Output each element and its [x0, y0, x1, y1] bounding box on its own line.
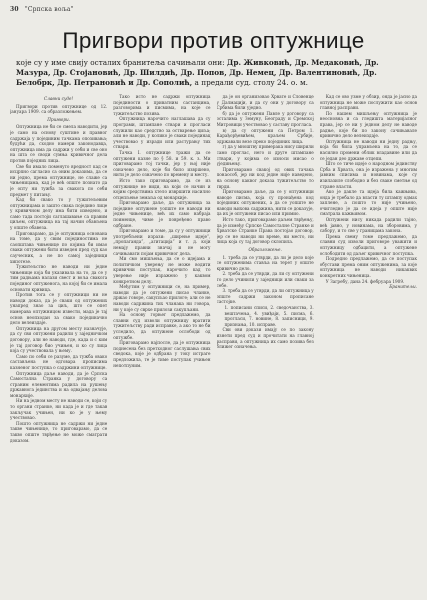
- text-column-2: [113, 94, 210, 592]
- subtitle-prefix: које су у име свију осталих бранитеља сачињали они:: [16, 58, 225, 67]
- article-title: Пригвори против оптужнице: [62, 28, 365, 53]
- subtitle-suffix: а предали суд. столу 24. о. м.: [194, 78, 308, 87]
- body-paragraph: Ако је дакле та идеја била кажњива, онда је требало да власти ту штампу одмах запленe, а пошто то није учињено, очигледно је да се идеја у опште није сматрала кажњивом.: [319, 189, 417, 217]
- body-paragraph: б) да је оптужени Павле у договору са осталима у Земуну, Београду и Сремској Митровици учествовао у саставу прогласа.: [216, 110, 314, 127]
- body-paragraph: Пошто оптужница не садржи ни једне такве чињенице, то приговарамо, да се такво опште тврђење не може сматрати доказом.: [10, 420, 108, 443]
- body-paragraph: Приговарамо даље, да се у оптужници наводе писма, која су пронађена код појединих оптужених, а да се уопште не наводи њихова садржина, нити се доказује, да их је оптужени писао или примио.: [216, 189, 314, 217]
- body-paragraph: 1. треба да се утврди, да ли је дело које се оптуженима ставља на терет у опште кривично дело.: [216, 254, 314, 271]
- body-paragraph: Против тога се у оптужници ни не наводи доказ, да је сваки од оптужених унапред знао за циљ, што се опет намерава оптужницом извести, мада је тај основ неопходан за свако појединачно дело велеиздаје.: [10, 292, 108, 326]
- body-paragraph: Кад би свако то у тужитељевим оптужницама и зашто свака поједино лице у кривичном делу има бити изведено, и само тада постоји саглашавање са правим циљем, оптужница на тај начин обављена у опште обавеза.: [10, 197, 108, 231]
- body-paragraph: да је он организовао Хрвате и Словенце у Далмацији, и да су они у договору са Србима били уједно.: [216, 94, 314, 111]
- body-paragraph: Тако исто не садржи оптужница појединости о приватним састанцима, разговорима и писмима, на које се тужитељство позива.: [113, 94, 211, 116]
- body-paragraph: Према свему томе предлажемо, да славни суд изволи приговоре уважити и оптужницу одбацити, а оптужене ослободити од даљег кривичног поступка.: [319, 233, 417, 256]
- body-paragraph: в) да су оптужени са Петром 1. Карађорђевићем, краљем Србије, одржавали везе преко појединих лица.: [216, 127, 314, 144]
- body-paragraph: Оптужница даље наводи, да је Српска Самостална Странка у договору са страним елементима радила на рушењу државнога јединства и на одвајању делова монархије.: [10, 370, 108, 398]
- running-title: "Српска воља": [24, 6, 74, 13]
- body-paragraph: Приговарамо најпосле, да је оптужница поднесена без претходног саслушања свих сведока, које је одбрана у току истраге предложила, те је тиме поступак учињен непотпуним.: [113, 340, 211, 368]
- running-head: [10, 6, 417, 14]
- body-paragraph: Приговарамо свакој од ових тачака понаособ, јер ни код једне није наведено, на основу каквог доказа тужитељство то тврди.: [216, 166, 314, 189]
- body-paragraph: Подредно предлажемо, да се поступак обустави према оним оптуженима, за које оптужница не наводи никаквих конкретних чињеница.: [319, 256, 417, 278]
- body-paragraph: Приговарамо, да је оптужница основана на томе, да у свим појединостима не саопштава чињенице по којима би имао сваки оптужени бити изведен пред суд као саучесник, а не по самој заједници хипотезе.: [10, 230, 108, 264]
- body-paragraph: Тужитељство не наводи ни једне чињенице која би указивала на то, да се у тим радњама налази свест и воља свакога појединог оптуженога, на којој би се имала основати кривица.: [10, 264, 108, 292]
- body-paragraph: 3. треба да се утврди, да ли оптужница у опште садржи законом прописане састојке.: [216, 288, 314, 305]
- body-paragraph: Пригвори против оптужнице од 12. јануара 1909. са образложењем.: [10, 103, 108, 115]
- body-paragraph: Оптужница нарочито наглашава да су програми, штампане ствари и прогласи служили као средство за остварење циља; али не наводи, у колико је сваки појединац учествовао у изради или растурању тих ствари.: [113, 116, 211, 150]
- subtitle-names: Др. Живковић, Др. Медаковић, Др. Мазура, Др. Стојановић, Др. Шилдић, Др. Попов, Др. Немец, Др. Валентиновић, Др. Белобрк, Др. Петрановић и Др. Сополић,: [16, 58, 379, 87]
- body-paragraph: Сви ови докази имају се по закону изнети пред суд и прочитати на главној расправи, а оптужница их само позива без ближег означења.: [216, 327, 314, 350]
- body-paragraph: На основу горњег предлажемо, да славни суд изволи оптужницу вратити тужитељству ради исправке, а ако то не би уследило, да оптужене ослободи од оптужбе.: [113, 312, 211, 340]
- body-paragraph: Све би имало поменуто вредност кад се исцрпно сагласио са оним доказима, да се ни једно, према оптужнице, не слаже са чињеницама, кад је већ опште познато да је опту ни тужба за свакога по себи предмет у питању.: [10, 163, 108, 197]
- body-paragraph: Исто тако приговарамо, да се из оптужнице не види, на који се начин и којим средствима хтело извршити насилно отцепљење земаља од монархије.: [113, 177, 211, 200]
- text-columns: [10, 94, 417, 592]
- body-paragraph: По нашем мишљењу оптужница је неосновна и са гледишта материјалног права, јер се ни у једном делу не наводе радње, које би по закону сачињавале кривично дело велеиздаје.: [319, 110, 417, 139]
- text-column-1: [10, 94, 107, 592]
- body-paragraph: Тачка I. оптужнице тражи да се оптужени казне по § 58. и 59. к. з. Ми приговарамо тој тачки, јер у њој није означено дело, које би било извршено, нити је дело означено по времену и месту.: [113, 149, 211, 178]
- body-paragraph: Само по себи се разуме, да тужба овако састављена не одговара прописима казненог поступка о садржини оптужнице.: [10, 353, 108, 370]
- body-paragraph: Ни на једном месту не наводи се, који су то органи странке, ни када је и где такав закључак учињен, ни ко је у њему учествовао.: [10, 398, 108, 421]
- body-paragraph: Приговарамо даље, да оптужница за поједине оптужене уопште не наводи ни једне чињенице, већ их само набраја поименце, чиме је повређено право одбране.: [113, 200, 211, 228]
- body-paragraph: Међутим у оптужници се, на пример, наводи да је оптужени писао чланке, држао говоре, сакупљао прилоге; али се не наводи садржина тих чланака ни говора, ни у које су сврхе прилози сакупљани.: [113, 284, 211, 312]
- body-paragraph: Оптужница не наводи ни једну радњу, која би била управљена на то, да се насилно промени облик владавине или да се један део државе отцепи.: [319, 138, 417, 161]
- signature-line: Бранитељи.: [389, 284, 417, 290]
- text-column-4: [320, 94, 417, 592]
- body-paragraph: Ми смо мишљења, да се о идејама и политичком уверењу не може водити кривични поступак, нарочито кад то уверење није изражено у каквом конкретном делу.: [113, 256, 211, 284]
- body-paragraph: Оптужени нису никада радили тајно, већ јавно, у новинама, на зборовима, у сабору, и то све у границама закона.: [319, 217, 417, 234]
- text-column-3: [217, 94, 314, 592]
- body-paragraph: Оптужница на другом месту назначује, да су сви оптужени радили у заједничком договору, али не наводи, где, када и с ким је тај договор био учињен, и ко су лица која су учествовала у њему.: [10, 325, 108, 354]
- page-number: 30: [10, 6, 19, 13]
- section-heading: Пригвори.: [47, 116, 71, 122]
- enumerated-list: 1. пописани списи, 2. сведочанства, 3. вештачења, 4. увиђаји, 5. писма, 6. прогласи, 7. новине, 8. записници, 9. признања, 10. исправе.: [224, 304, 314, 327]
- article-subtitle: [16, 58, 413, 88]
- body-paragraph: У Загребу, дана 24. фебруара 1909.: [325, 278, 405, 284]
- body-paragraph: Кад се ово узме у обзир, онда је јасно да оптужница не може послужити као основ главној расправи.: [319, 94, 417, 111]
- body-paragraph: г) да у мноштву примерака нису ширили само проглас, него и друге штампане ствари, у којима се износи мисао о уједињењу.: [216, 144, 314, 167]
- body-paragraph: Оптужница не би се смела наводити, јер је само на основу суштине и правног садржаја у појединим тачкама опозивања; будући да, сходно намери законодавца, оптужница има да садржи у себи и све оно на шта се своди сумња кривичног дела против поједних лица.: [10, 124, 108, 163]
- section-heading: Славни суде!: [44, 96, 74, 101]
- body-paragraph: Приговарамо и томе, да су у оптужници употребљени изрази: „ширење идеје“, „пропаганда“, „агитација“ и т. д. који немају правни значај и не могу сачињавати појам кривичног дела.: [113, 228, 211, 256]
- section-heading: Образложење.: [248, 247, 282, 253]
- body-paragraph: Исто тако, приговарамо даљем тврђењу, да је између Српске Самосталне Странке и Хрватске Странке Права постојао договор, јер се не наводи ни време, ни место, ни лица која су тај договор склопила.: [216, 217, 314, 245]
- body-paragraph: Што се тиче идеје о народном јединству Срба и Хрвата, она је изражена у многим јавним списима и новинама, које су изилазиле слободно и без сваке сметње од стране власти.: [319, 161, 417, 189]
- body-paragraph: 2. треба да се утврди, да ли су оптужени то дело учинили у заједници или сваки за себе.: [216, 271, 314, 288]
